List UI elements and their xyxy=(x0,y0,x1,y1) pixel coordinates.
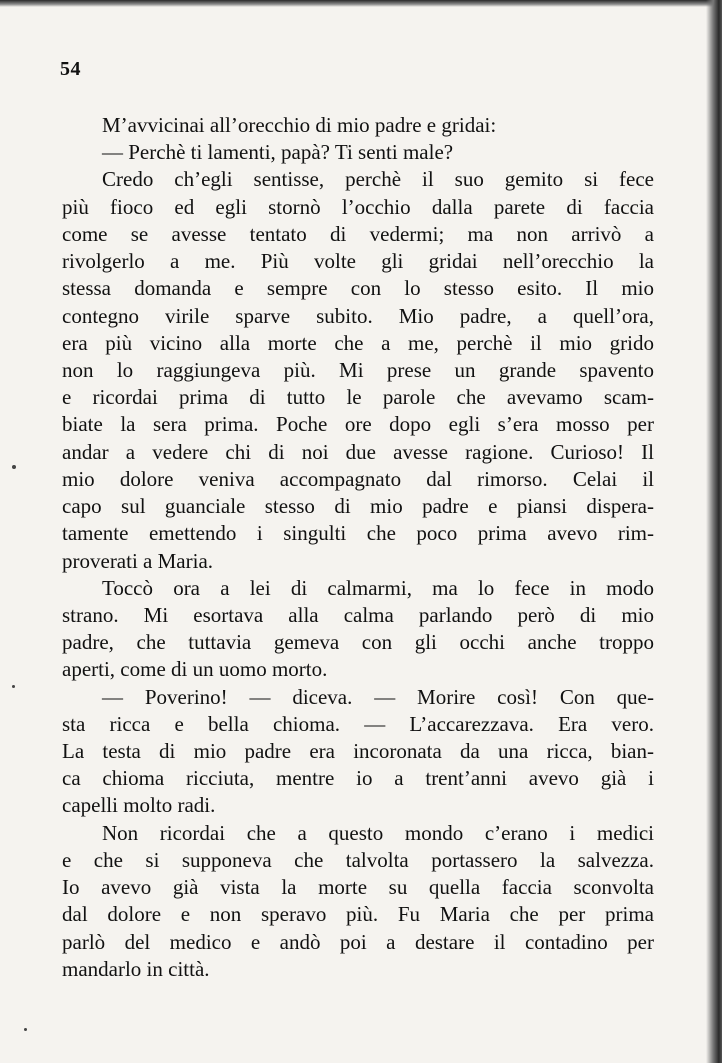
text-line: dal dolore e non speravo più. Fu Maria che per prima xyxy=(62,902,654,927)
page-top-shadow xyxy=(0,0,722,7)
text-line: strano. Mi esortava alla calma parlando però di mio xyxy=(62,602,654,627)
page-binding-shadow xyxy=(706,0,722,1063)
text-line: ca chioma ricciuta, mentre io a trent’anni avevo già i xyxy=(62,766,654,791)
text-line: — Perchè ti lamenti, papà? Ti senti male? xyxy=(102,140,454,165)
text-line: proverati a Maria. xyxy=(62,548,214,573)
page-number: 54 xyxy=(60,58,81,80)
text-line: era più vicino alla morte che a me, perchè il mio grido xyxy=(62,330,654,355)
text-line: Toccò ora a lei di calmarmi, ma lo fece in modo xyxy=(102,575,654,600)
print-speck xyxy=(12,685,15,688)
text-line: sta ricca e bella chioma. — L’accarezzava. Era vero. xyxy=(62,711,654,736)
text-line: aperti, come di un uomo morto. xyxy=(62,657,328,682)
text-line: rivolgerlo a me. Più volte gli gridai nell’orecchio la xyxy=(62,249,654,274)
text-line: e ricordai prima di tutto le parole che avevamo scam- xyxy=(62,385,654,410)
text-line: mandarlo in città. xyxy=(62,956,210,981)
text-line: non lo raggiungeva più. Mi prese un grande spavento xyxy=(62,357,654,382)
text-line: andar a vedere chi di noi due avesse ragione. Curioso! Il xyxy=(62,439,654,464)
text-line: parlò del medico e andò poi a destare il contadino per xyxy=(62,929,654,954)
text-line: Non ricordai che a questo mondo c’erano i medici xyxy=(102,820,654,845)
text-line: padre, che tuttavia gemeva con gli occhi anche troppo xyxy=(62,630,654,655)
print-speck xyxy=(12,465,16,469)
text-line: M’avvicinai all’orecchio di mio padre e gridai: xyxy=(102,113,497,137)
text-line: — Poverino! — diceva. — Morire così! Con que- xyxy=(102,684,654,709)
print-speck xyxy=(24,1028,27,1031)
text-line: stessa domanda e sempre con lo stesso esito. Il mio xyxy=(62,276,654,301)
text-line: più fioco ed egli stornò l’occhio dalla parete di faccia xyxy=(62,194,654,219)
text-line: e che si supponeva che talvolta portassero la salvezza. xyxy=(62,847,654,872)
body-text xyxy=(62,112,654,983)
text-line: capelli molto radi. xyxy=(62,793,216,818)
text-line: biate la sera prima. Poche ore dopo egli s’era mosso per xyxy=(62,412,654,437)
text-line: Credo ch’egli sentisse, perchè il suo gemito si fece xyxy=(102,167,654,192)
text-line: La testa di mio padre era incoronata da una ricca, bian- xyxy=(62,739,654,764)
text-line: mio dolore veniva accompagnato dal rimorso. Celai il xyxy=(62,466,654,491)
text-line: tamente emettendo i singulti che poco prima avevo rim- xyxy=(62,521,654,546)
text-line: come se avesse tentato di vedermi; ma non arrivò a xyxy=(62,221,654,246)
text-line: capo sul guanciale stesso di mio padre e piansi dispera- xyxy=(62,494,654,519)
text-line: Io avevo già vista la morte su quella faccia sconvolta xyxy=(62,875,654,900)
text-line: contegno virile sparve subito. Mio padre, a quell’ora, xyxy=(62,303,654,328)
